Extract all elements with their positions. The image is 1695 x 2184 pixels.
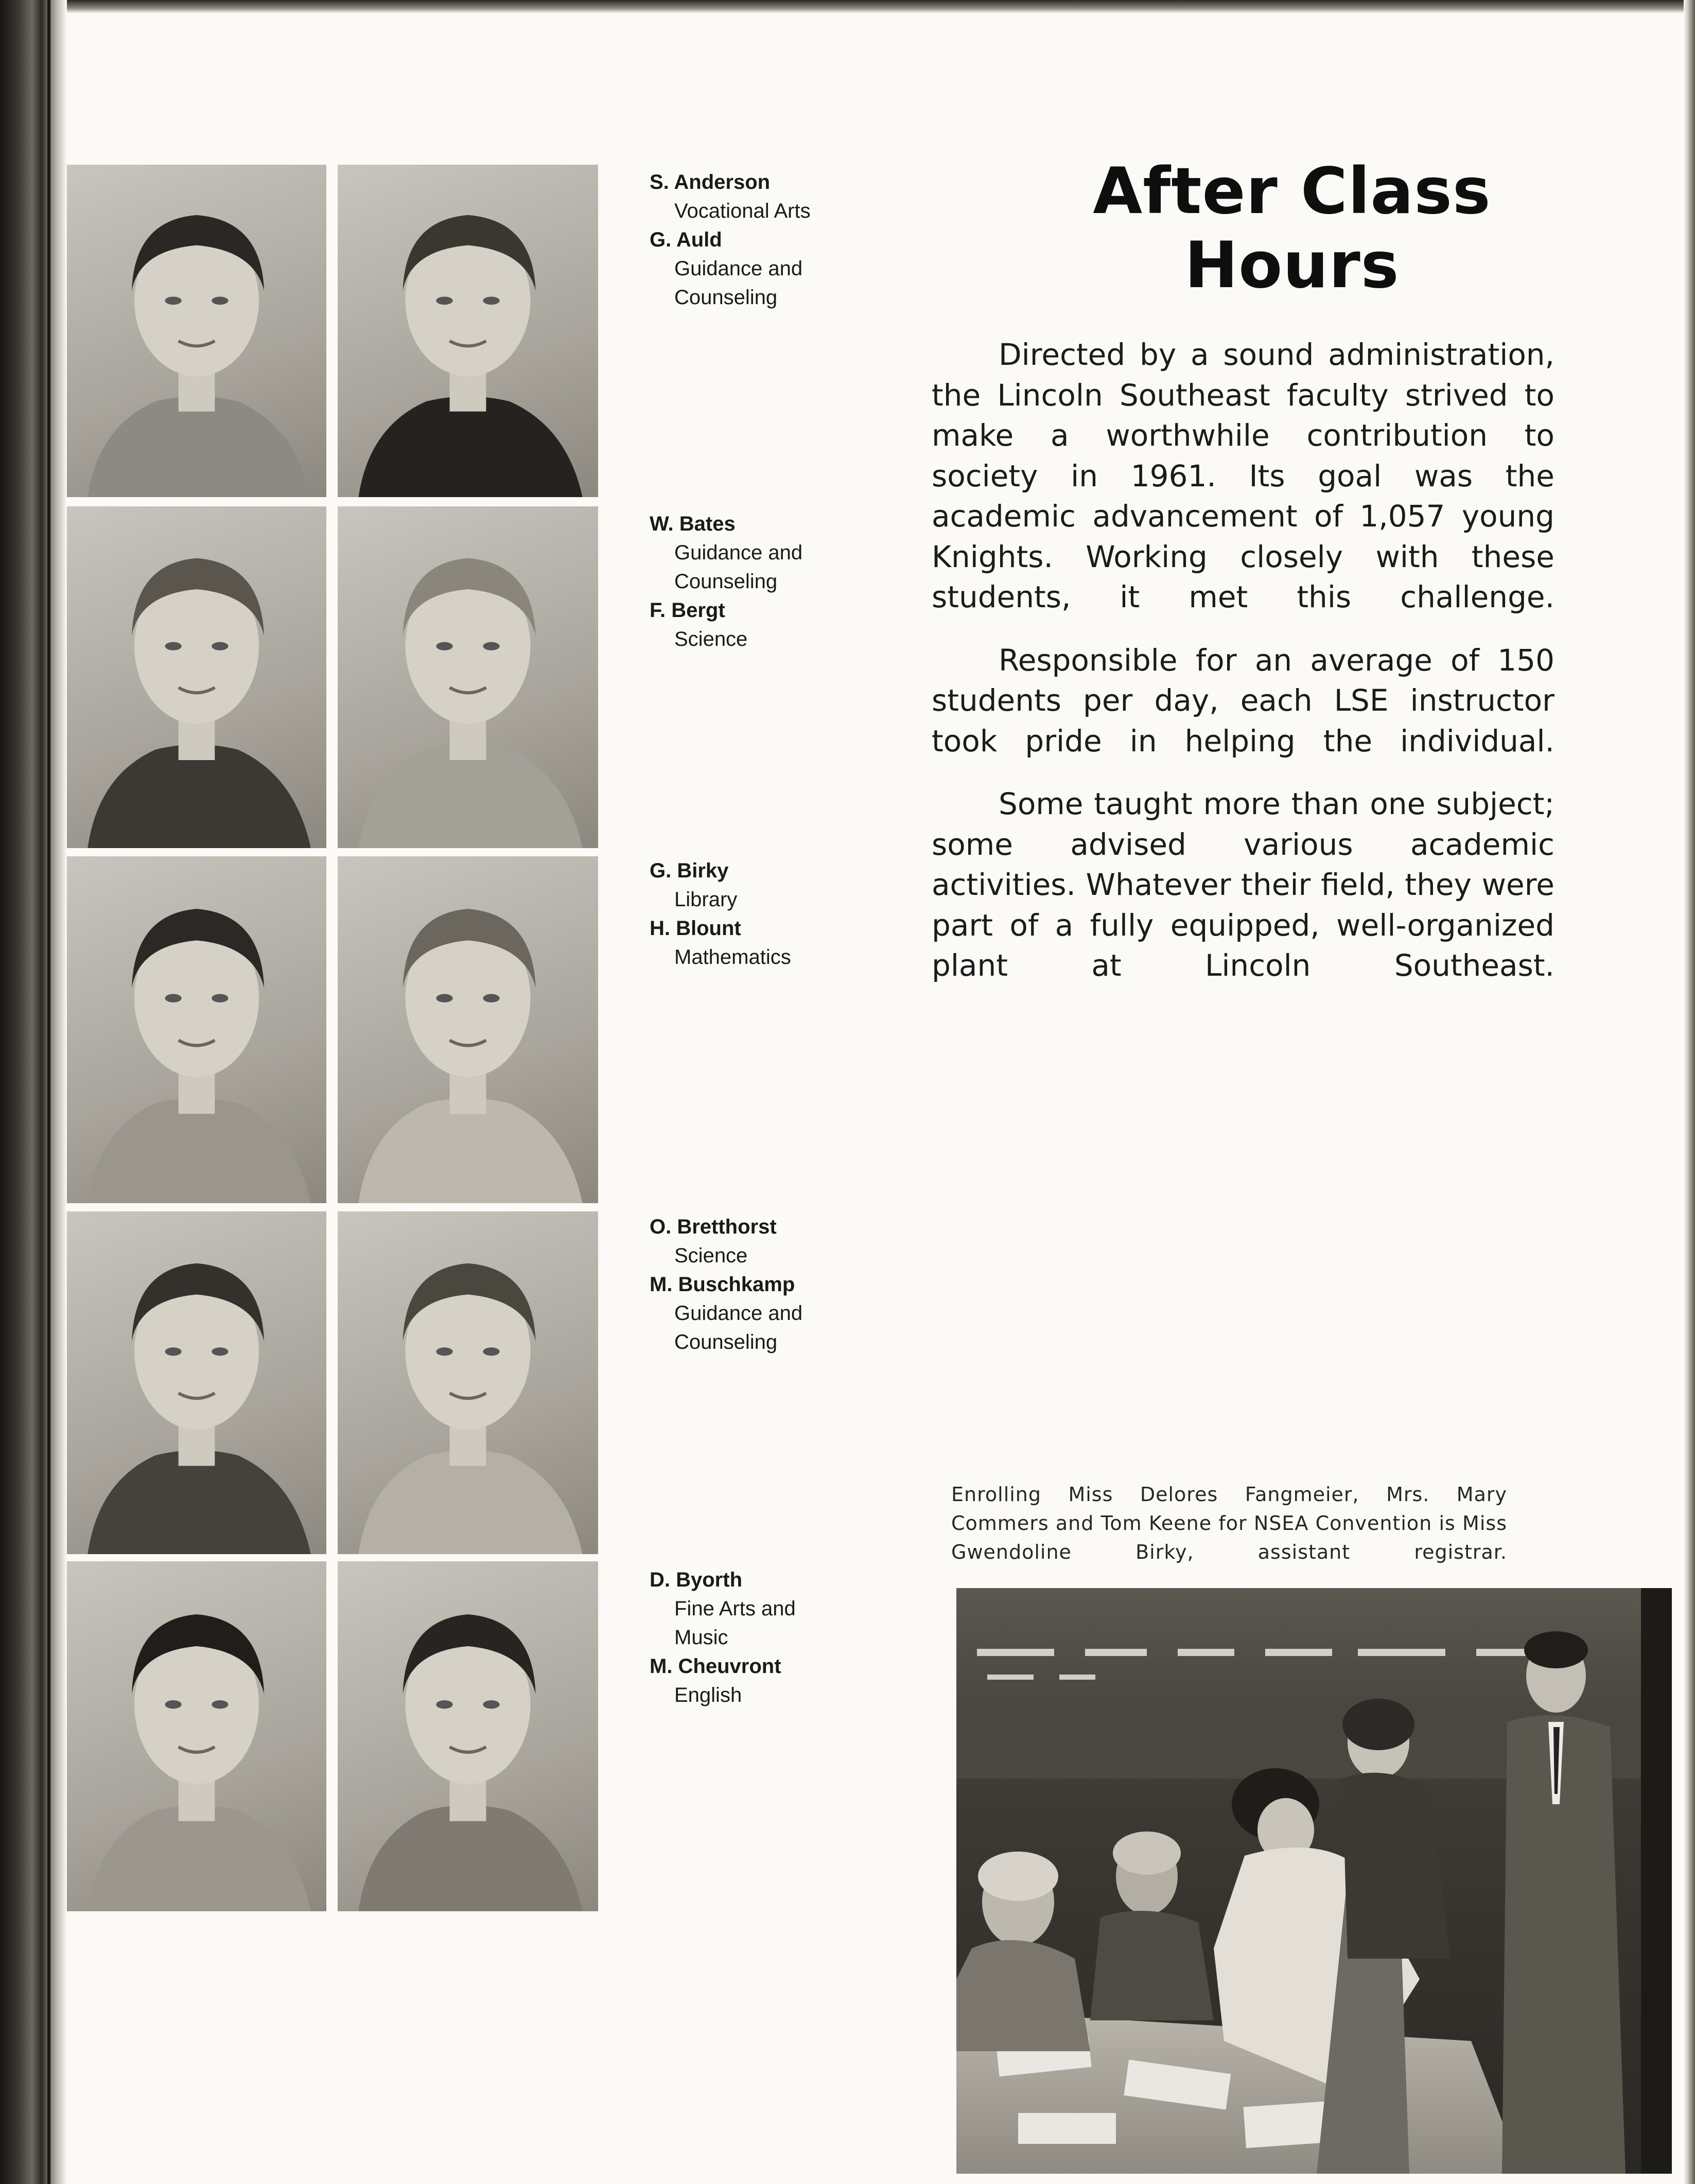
faculty-dept: Library (674, 888, 738, 911)
binding-line (47, 0, 50, 2184)
faculty-dept: Guidance and (674, 1302, 803, 1325)
caption-group-2 (650, 509, 835, 654)
faculty-dept: Guidance and (674, 257, 803, 280)
faculty-name: G. Auld (650, 228, 722, 251)
caption-group-4 (650, 1212, 835, 1357)
faculty-dept: English (674, 1684, 742, 1706)
faculty-dept: Music (674, 1626, 728, 1649)
faculty-portrait (67, 856, 326, 1203)
faculty-name: W. Bates (650, 513, 736, 535)
page-right-edge (1684, 0, 1695, 2184)
body-paragraph: Directed by a sound administration, the Lincoln Southeast faculty strived to make a worthwhile contribution to society in 1961. Its goal was the academic advancement of 1,057 young Knights. Working closely with these students, it met this challenge. (932, 337, 1554, 614)
faculty-dept: Vocational Arts (674, 200, 811, 222)
article-body (932, 334, 1554, 1009)
body-paragraph: Responsible for an average of 150 students per day, each LSE instructor took pride in helping the individual. (932, 642, 1554, 759)
faculty-name: D. Byorth (650, 1569, 742, 1591)
faculty-name: M. Buschkamp (650, 1273, 795, 1296)
faculty-name: S. Anderson (650, 171, 771, 193)
faculty-name: G. Birky (650, 859, 729, 882)
faculty-dept: Science (674, 1244, 748, 1267)
faculty-portrait (67, 165, 326, 497)
faculty-portrait (338, 165, 598, 497)
caption-group-5 (650, 1565, 835, 1710)
faculty-name: O. Bretthorst (650, 1216, 777, 1238)
registration-photo (956, 1588, 1672, 2174)
page-title: After Class Hours (1093, 154, 1491, 303)
faculty-dept: Mathematics (674, 946, 791, 968)
registration-photo-image (956, 1588, 1672, 2174)
faculty-dept: Fine Arts and (674, 1597, 796, 1620)
faculty-name: F. Bergt (650, 599, 725, 622)
caption-group-3 (650, 856, 835, 972)
faculty-portrait (338, 1211, 598, 1554)
faculty-dept: Counseling (674, 1331, 778, 1353)
faculty-portrait (67, 1211, 326, 1554)
caption-group-1 (650, 168, 835, 312)
faculty-portrait (67, 1561, 326, 1911)
page-top-edge (0, 0, 1695, 13)
faculty-name: M. Cheuvront (650, 1655, 781, 1678)
faculty-portrait (338, 1561, 598, 1911)
faculty-portrait (338, 856, 598, 1203)
faculty-portrait (338, 506, 598, 848)
photo-caption: Enrolling Miss Delores Fangmeier, Mrs. Mary Commers and Tom Keene for NSEA Convention is Miss Gwendoline Birky, assistant registrar. (951, 1483, 1507, 1563)
book-binding (0, 0, 67, 2184)
faculty-dept: Science (674, 628, 748, 650)
faculty-dept: Guidance and (674, 541, 803, 564)
body-paragraph: Some taught more than one subject; some advised various academic activities. Whatever their field, they were part of a fully equipped, well-organized plant at Lincoln Southeast. (932, 786, 1554, 983)
faculty-portrait (67, 506, 326, 848)
faculty-dept: Counseling (674, 286, 778, 309)
faculty-dept: Counseling (674, 570, 778, 593)
faculty-name: H. Blount (650, 917, 741, 940)
